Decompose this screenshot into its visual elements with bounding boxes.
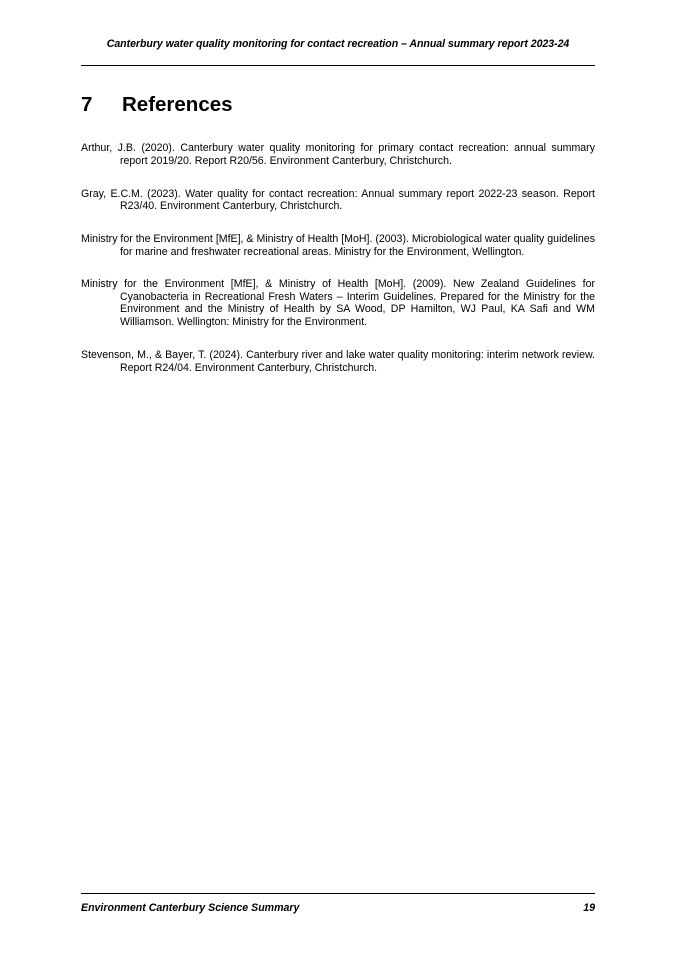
page-number: 19 [583,902,595,914]
section-title: References [122,93,233,116]
footer-title: Environment Canterbury Science Summary [81,902,300,914]
header-divider [81,65,595,66]
footer-divider [81,893,595,894]
reference-item: Stevenson, M., & Bayer, T. (2024). Canterbury river and lake water quality monitoring: interim network review. Report R24/04. Environment Canterbury, Christchurch. [81,348,595,374]
running-footer [81,902,595,914]
reference-item: Gray, E.C.M. (2023). Water quality for contact recreation: Annual summary report 2022-23 season. Report R23/40. Environment Canterbury, Christchurch. [81,187,595,213]
running-header: Canterbury water quality monitoring for contact recreation – Annual summary report 2023-24 [106,38,570,50]
reference-item: Arthur, J.B. (2020). Canterbury water quality monitoring for primary contact recreation: annual summary report 2019/20. Report R20/56. Environment Canterbury, Christchurch. [81,142,595,167]
reference-item: Ministry for the Environment [MfE], & Ministry of Health [MoH]. (2009). New Zealand Guidelines for Cyanobacteria in Recreational Fresh Waters – Interim Guidelines. Prepared for the Ministry for the Environment and the Ministry of Health by SA Wood, DP Hamilton, WJ Paul, KA Safi and WM Williamson. Wellington: Ministry for the Environment. [81,277,595,329]
section-heading [81,93,233,117]
section-number: 7 [81,93,93,116]
reference-item: Ministry for the Environment [MfE], & Ministry of Health [MoH]. (2003). Microbiological water quality guidelines for marine and freshwater recreational areas. Ministry for the Environment, Wellington. [81,233,595,258]
reference-list [81,142,595,395]
